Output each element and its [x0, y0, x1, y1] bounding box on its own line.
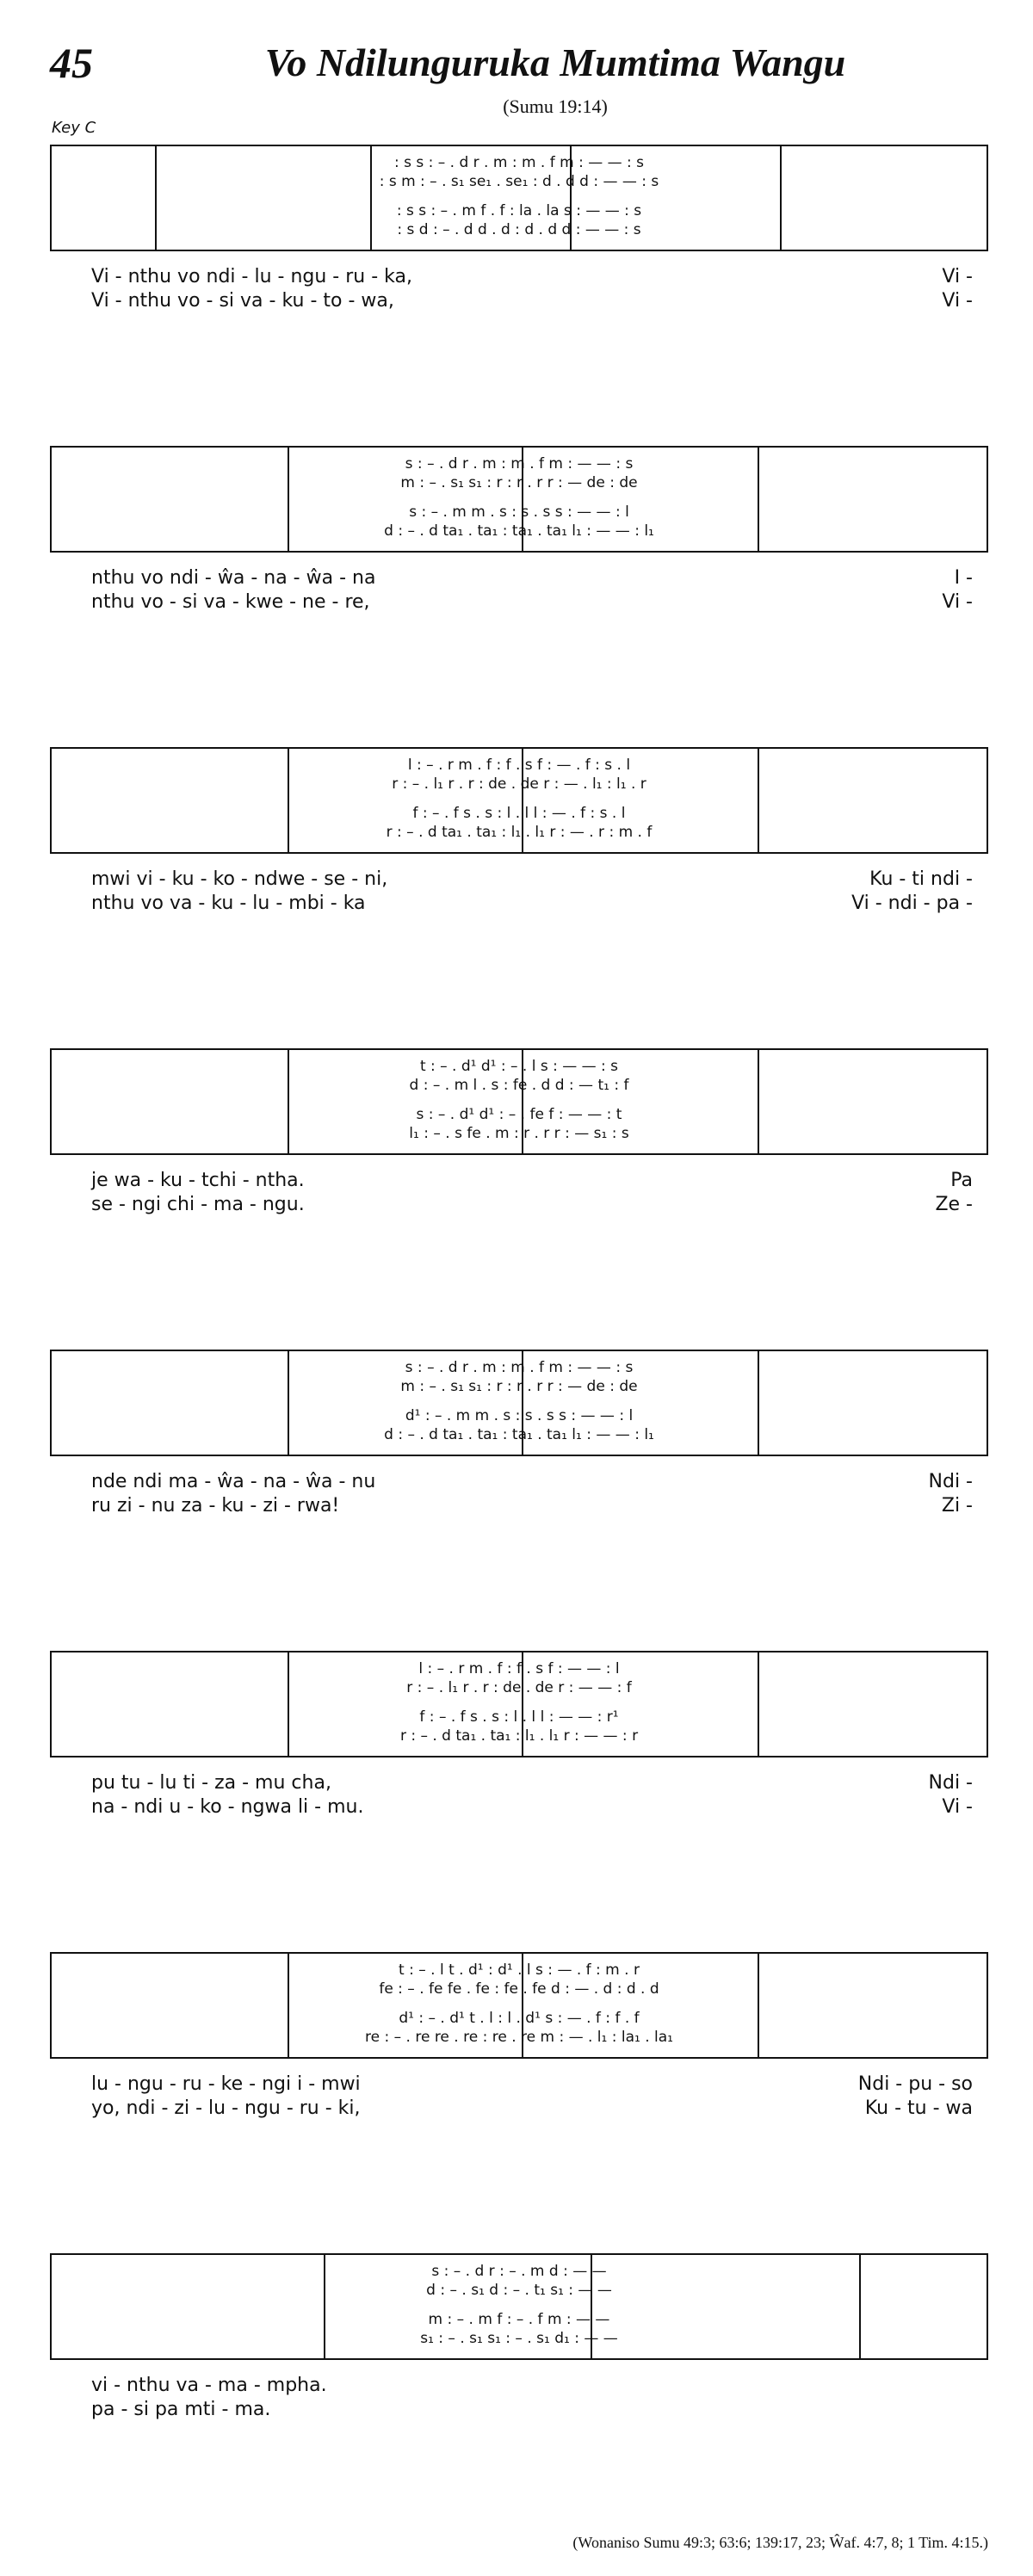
bass-notes: r : – . d ta₁ . ta₁ : l₁ . l₁ r : — . r : m . f [386, 824, 653, 841]
lyric-verse-2 [50, 1193, 988, 1217]
lyrics [50, 1169, 988, 1217]
lyric-verse-1 [50, 868, 988, 892]
bass-notes: : s d : – . d d . d : d . d d : — — : s [397, 221, 641, 238]
lyric-pickup: Ndi - pu - so [857, 2073, 973, 2095]
lyric-verse-2 [50, 590, 988, 615]
soprano-notes: : s s : – . d r . m : m . f m : — — : s [393, 154, 645, 171]
staff-box [50, 1651, 988, 1757]
bass-notes: s₁ : – . s₁ s₁ : – . s₁ d₁ : — — [420, 2330, 618, 2347]
tenor-notes: f : – . f s . s : l . l l : — — : r¹ [419, 1708, 619, 1726]
bass-notes: d : – . d ta₁ . ta₁ : ta₁ . ta₁ l₁ : — — : l₁ [384, 1426, 654, 1443]
tenor-notes: d¹ : – . m m . s : s . s s : — — : l [405, 1407, 634, 1424]
lyric-pickup: Vi - ndi - pa - [851, 893, 973, 914]
lyrics [50, 1771, 988, 1819]
scripture-reference: (Sumu 19:14) [503, 96, 608, 117]
music-system-8 [50, 2253, 988, 2422]
lyric-text: lu - ngu - ru - ke - ngi i - mwi [91, 2073, 361, 2095]
tenor-notes: s : – . d¹ d¹ : – . fe f : — — : t [416, 1106, 622, 1123]
alto-notes: : s m : – . s₁ se₁ . se₁ : d . d d : — — : s [379, 173, 659, 190]
lyric-text: ru zi - nu za - ku - zi - rwa! [91, 1495, 340, 1517]
lyric-pickup: I - [954, 567, 973, 589]
lyric-text: Vi - nthu vo - si va - ku - to - wa, [91, 290, 394, 312]
hymn-title: Vo Ndilunguruka Mumtima Wangu [264, 40, 846, 84]
lyric-text: pu tu - lu ti - za - mu cha, [91, 1772, 331, 1794]
staff-box [50, 446, 988, 553]
music-system-2 [50, 446, 988, 615]
key-signature: Key C [52, 119, 96, 137]
lyrics [50, 1470, 988, 1518]
lyric-text: nthu vo va - ku - lu - mbi - ka [91, 893, 366, 914]
lyric-pickup: Pa [950, 1170, 973, 1191]
bass-notes: l₁ : – . s fe . m : r . r r : — s₁ : s [409, 1125, 629, 1142]
lyric-verse-1 [50, 2073, 988, 2097]
bass-notes: d : – . d ta₁ . ta₁ : ta₁ . ta₁ l₁ : — — : l₁ [384, 522, 654, 540]
lyrics [50, 868, 988, 916]
lyric-text: nthu vo - si va - kwe - ne - re, [91, 591, 370, 613]
lyric-text: yo, ndi - zi - lu - ngu - ru - ki, [91, 2097, 361, 2119]
music-system-5 [50, 1350, 988, 1518]
lyric-pickup: Vi - [942, 1796, 973, 1818]
alto-notes: m : – . s₁ s₁ : r : r . r r : — de : de [400, 474, 638, 491]
lyric-verse-1 [50, 1169, 988, 1193]
music-system-3 [50, 747, 988, 916]
bass-notes: r : – . d ta₁ . ta₁ : l₁ . l₁ r : — — : r [399, 1727, 639, 1745]
lyric-pickup: Vi - [942, 591, 973, 613]
staff-box [50, 747, 988, 854]
tenor-notes: m : – . m f : – . f m : — — [428, 2311, 610, 2328]
music-system-7 [50, 1952, 988, 2121]
lyric-text: Vi - nthu vo ndi - lu - ngu - ru - ka, [91, 266, 412, 287]
lyrics [50, 566, 988, 615]
lyric-verse-1 [50, 1470, 988, 1494]
lyric-pickup: Vi - [942, 266, 973, 287]
lyrics [50, 2374, 988, 2422]
lyric-text: nde ndi ma - ŵa - na - ŵa - nu [91, 1471, 376, 1492]
music-system-4 [50, 1048, 988, 1217]
staff-box [50, 145, 988, 251]
music-system-6 [50, 1651, 988, 1819]
soprano-notes: s : – . d r : – . m d : — — [431, 2263, 607, 2280]
lyric-pickup: Ndi - [928, 1772, 973, 1794]
soprano-notes: s : – . d r . m : m . f m : — — : s [405, 1359, 634, 1376]
tenor-notes: : s s : – . m f . f : la . la s : — — : s [396, 202, 642, 219]
alto-notes: d : – . m l . s : fe . d d : — t₁ : f [409, 1077, 629, 1094]
lyric-text: mwi vi - ku - ko - ndwe - se - ni, [91, 868, 388, 890]
alto-notes: m : – . s₁ s₁ : r : r . r r : — de : de [400, 1378, 638, 1395]
alto-notes: fe : – . fe fe . fe : fe . fe d : — . d : d . d [379, 1980, 659, 1998]
bass-notes: re : – . re re . re : re . re m : — . l₁ : la₁ . la₁ [365, 2029, 673, 2046]
lyric-text: se - ngi chi - ma - ngu. [91, 1194, 305, 1215]
tenor-notes: d¹ : – . d¹ t . l : l . d¹ s : — . f : f . f [399, 2010, 640, 2027]
lyric-verse-2 [50, 1494, 988, 1518]
lyric-verse-1 [50, 265, 988, 289]
alto-notes: r : – . l₁ r . r : de . de r : — — : f [406, 1679, 632, 1696]
alto-notes: d : – . s₁ d : – . t₁ s₁ : — — [426, 2282, 612, 2299]
hymn-number: 45 [50, 39, 93, 87]
lyric-verse-2 [50, 1795, 988, 1819]
soprano-notes: t : – . l t . d¹ : d¹ . l s : — . f : m . r [399, 1961, 640, 1979]
lyrics [50, 265, 988, 313]
lyric-verse-2 [50, 289, 988, 313]
staff-box [50, 2253, 988, 2360]
lyric-verse-2 [50, 2398, 988, 2422]
staff-box [50, 1048, 988, 1155]
soprano-notes: l : – . r m . f : f . s f : — . f : s . l [407, 757, 631, 774]
lyric-text: je wa - ku - tchi - ntha. [91, 1170, 305, 1191]
lyric-text: vi - nthu va - ma - mpha. [91, 2375, 327, 2396]
soprano-notes: l : – . r m . f : f . s f : — — : l [418, 1660, 620, 1677]
lyric-verse-1 [50, 1771, 988, 1795]
lyric-text: na - ndi u - ko - ngwa li - mu. [91, 1796, 364, 1818]
soprano-notes: s : – . d r . m : m . f m : — — : s [405, 455, 634, 473]
footer-references: (Wonaniso Sumu 49:3; 63:6; 139:17, 23; Ŵaf. 4:7, 8; 1 Tim. 4:15.) [572, 2534, 988, 2551]
lyric-pickup: Zi - [941, 1495, 973, 1517]
tenor-notes: f : – . f s . s : l . l l : — . f : s . l [412, 805, 626, 822]
lyric-verse-1 [50, 566, 988, 590]
lyric-text: nthu vo ndi - ŵa - na - ŵa - na [91, 567, 376, 589]
alto-notes: r : – . l₁ r . r : de . de r : — . l₁ : l₁ . r [392, 775, 646, 793]
staff-box [50, 1350, 988, 1456]
lyric-pickup: Vi - [942, 290, 973, 312]
music-system-1 [50, 145, 988, 313]
lyric-pickup: Ku - ti ndi - [869, 868, 973, 890]
lyric-verse-2 [50, 2097, 988, 2121]
lyrics [50, 2073, 988, 2121]
soprano-notes: t : – . d¹ d¹ : – . l s : — — : s [419, 1058, 619, 1075]
lyric-text: pa - si pa mti - ma. [91, 2399, 271, 2420]
lyric-pickup: Ndi - [928, 1471, 973, 1492]
staff-box [50, 1952, 988, 2059]
lyric-pickup: Ze - [935, 1194, 973, 1215]
lyric-pickup: Ku - tu - wa [864, 2097, 973, 2119]
lyric-verse-1 [50, 2374, 988, 2398]
lyric-verse-2 [50, 892, 988, 916]
tenor-notes: s : – . m m . s : s . s s : — — : l [409, 503, 629, 521]
